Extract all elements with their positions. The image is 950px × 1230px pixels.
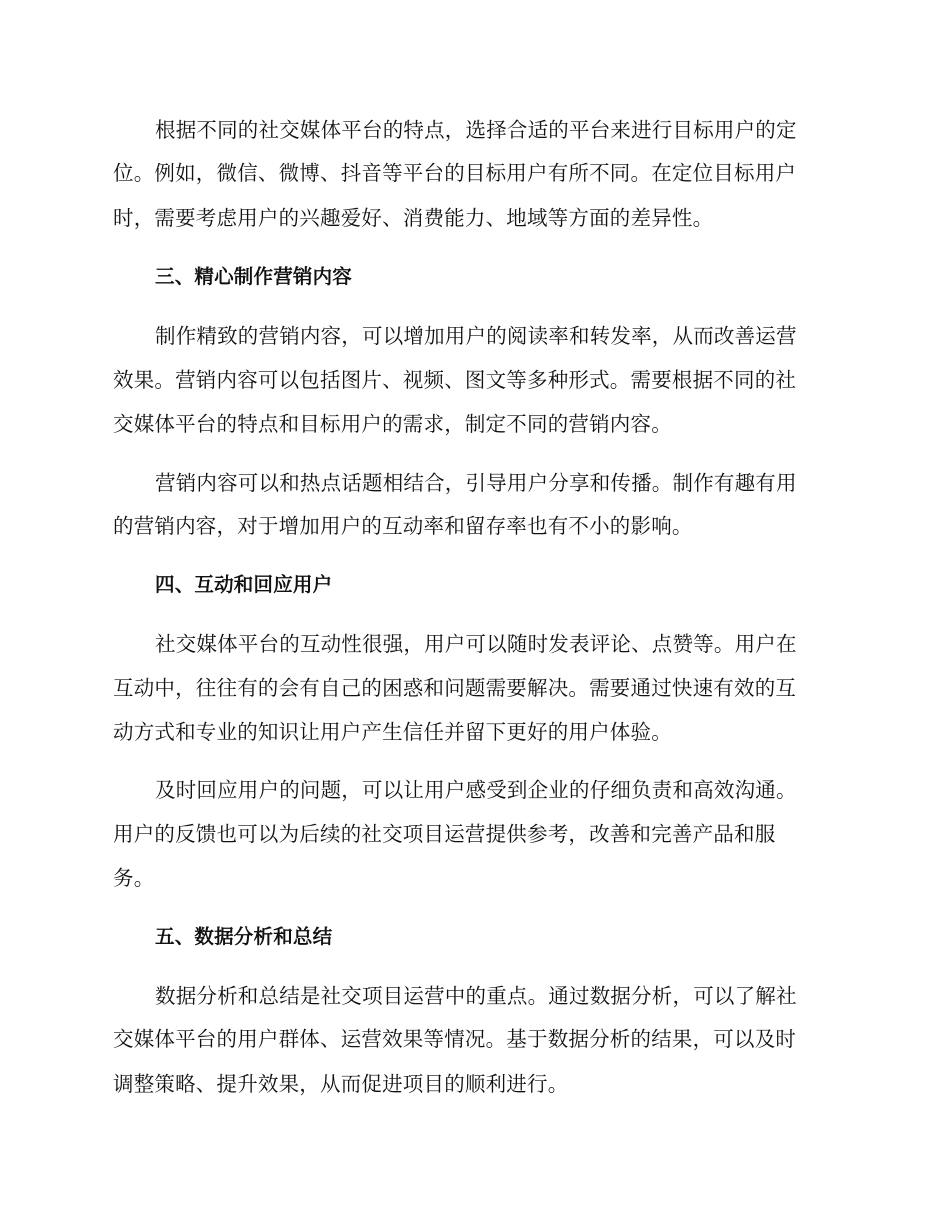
paragraph-line: 制作精致的营销内容，可以增加用户的阅读率和转发率，从而改善运营	[155, 324, 797, 348]
paragraph-line: 的营销内容，对于增加用户的互动率和留存率也有不小的影响。	[113, 514, 693, 538]
paragraph-line: 根据不同的社交媒体平台的特点，选择合适的平台来进行目标用户的定	[155, 118, 797, 142]
section-heading: 四、互动和回应用户	[155, 573, 333, 596]
paragraph-line: 务。	[113, 866, 155, 890]
paragraph-line: 位。例如，微信、微博、抖音等平台的目标用户有所不同。在定位目标用户	[113, 161, 797, 185]
section-heading: 五、数据分析和总结	[155, 925, 333, 948]
section-heading: 三、精心制作营销内容	[155, 265, 353, 288]
paragraph-line: 互动中，往往有的会有自己的困惑和问题需要解决。需要通过快速有效的互	[113, 676, 797, 700]
paragraph-line: 交媒体平台的用户群体、运营效果等情况。基于数据分析的结果，可以及时	[113, 1027, 797, 1051]
paragraph-line: 交媒体平台的特点和目标用户的需求，制定不同的营销内容。	[113, 412, 672, 436]
paragraph-line: 数据分析和总结是社交项目运营中的重点。通过数据分析，可以了解社	[155, 984, 797, 1008]
paragraph-line: 社交媒体平台的互动性很强，用户可以随时发表评论、点赞等。用户在	[155, 632, 797, 656]
paragraph-line: 效果。营销内容可以包括图片、视频、图文等多种形式。需要根据不同的社	[113, 368, 797, 392]
paragraph-line: 及时回应用户的问题，可以让用户感受到企业的仔细负责和高效沟通。	[155, 778, 797, 802]
paragraph-line: 调整策略、提升效果，从而促进项目的顺利进行。	[113, 1072, 569, 1096]
paragraph-line: 用户的反馈也可以为后续的社交项目运营提供参考，改善和完善产品和服	[113, 822, 776, 846]
paragraph-line: 时，需要考虑用户的兴趣爱好、消费能力、地域等方面的差异性。	[113, 206, 714, 230]
paragraph-line: 营销内容可以和热点话题相结合，引导用户分享和传播。制作有趣有用	[155, 471, 797, 495]
paragraph-line: 动方式和专业的知识让用户产生信任并留下更好的用户体验。	[113, 720, 672, 744]
